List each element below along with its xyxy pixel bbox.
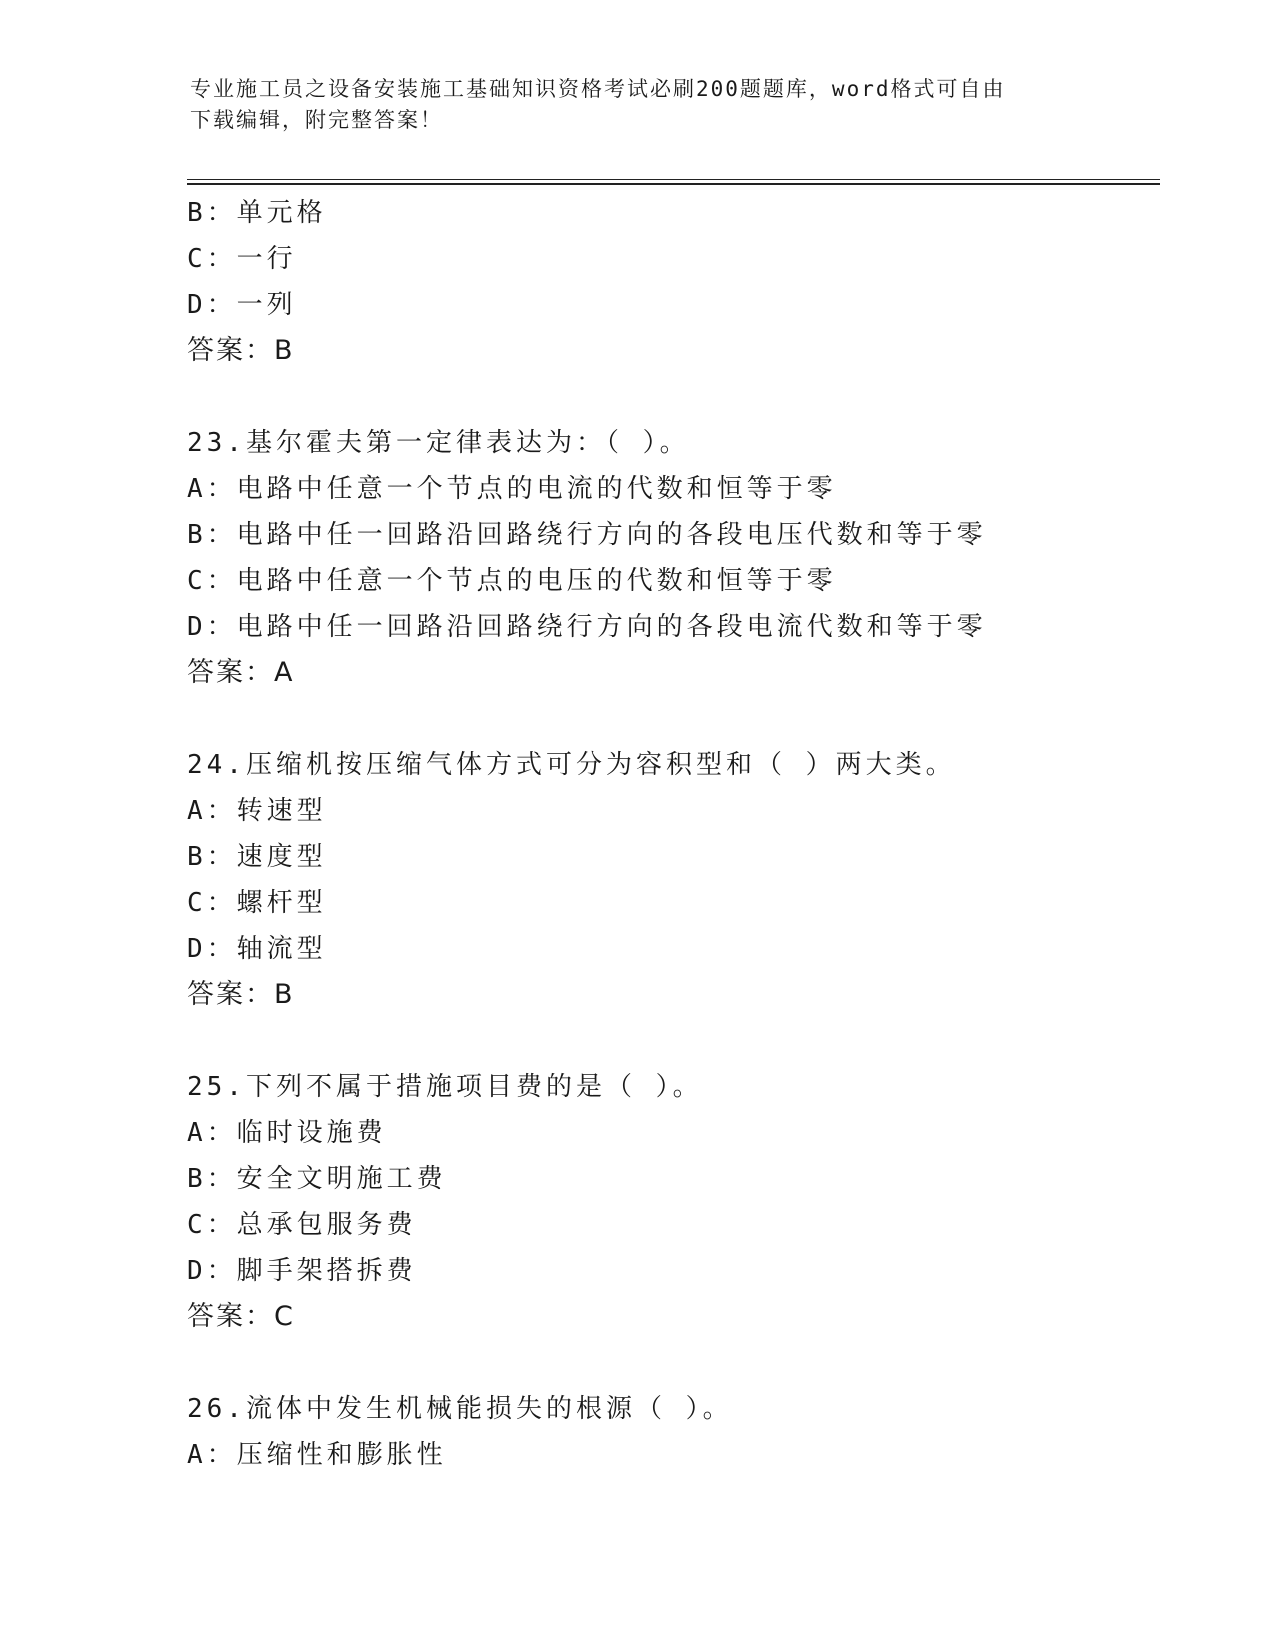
option-a: A：电路中任意一个节点的电流的代数和恒等于零 <box>187 474 837 504</box>
option-d: D：轴流型 <box>187 934 327 964</box>
question-text: 24.压缩机按压缩气体方式可分为容积型和（ ）两大类。 <box>187 750 956 780</box>
question-text: 23.基尔霍夫第一定律表达为：（ ）。 <box>187 428 690 458</box>
question-list <box>187 190 1167 1478</box>
option-d: D：电路中任一回路沿回路绕行方向的各段电流代数和等于零 <box>187 612 987 642</box>
option-d: D：脚手架搭拆费 <box>187 1256 417 1286</box>
answer: 答案：B <box>187 335 295 366</box>
option-c: C：电路中任意一个节点的电压的代数和恒等于零 <box>187 566 837 596</box>
option-b: B：单元格 <box>187 198 327 228</box>
question-22 <box>187 190 1167 374</box>
question-23 <box>187 420 1167 696</box>
option-b: B：电路中任一回路沿回路绕行方向的各段电压代数和等于零 <box>187 520 987 550</box>
header-divider-thick <box>187 183 1160 185</box>
option-b: B：速度型 <box>187 842 327 872</box>
document-header <box>190 74 1090 136</box>
header-line-2: 下载编辑，附完整答案！ <box>190 108 443 132</box>
answer: 答案：B <box>187 979 295 1010</box>
question-text: 25.下列不属于措施项目费的是（ ）。 <box>187 1072 703 1102</box>
option-a: A：压缩性和膨胀性 <box>187 1440 447 1470</box>
option-c: C：总承包服务费 <box>187 1210 417 1240</box>
question-25 <box>187 1064 1167 1340</box>
answer: 答案：A <box>187 657 295 688</box>
header-divider-thin <box>187 179 1160 180</box>
option-c: C：一行 <box>187 244 297 274</box>
option-a: A：临时设施费 <box>187 1118 387 1148</box>
header-line-1: 专业施工员之设备安装施工基础知识资格考试必刷200题题库，word格式可自由 <box>190 77 1006 101</box>
question-24 <box>187 742 1167 1018</box>
option-a: A：转速型 <box>187 796 327 826</box>
option-b: B：安全文明施工费 <box>187 1164 447 1194</box>
answer: 答案：C <box>187 1301 295 1332</box>
question-text: 26.流体中发生机械能损失的根源（ ）。 <box>187 1394 733 1424</box>
option-c: C：螺杆型 <box>187 888 327 918</box>
question-26 <box>187 1386 1167 1478</box>
option-d: D：一列 <box>187 290 297 320</box>
